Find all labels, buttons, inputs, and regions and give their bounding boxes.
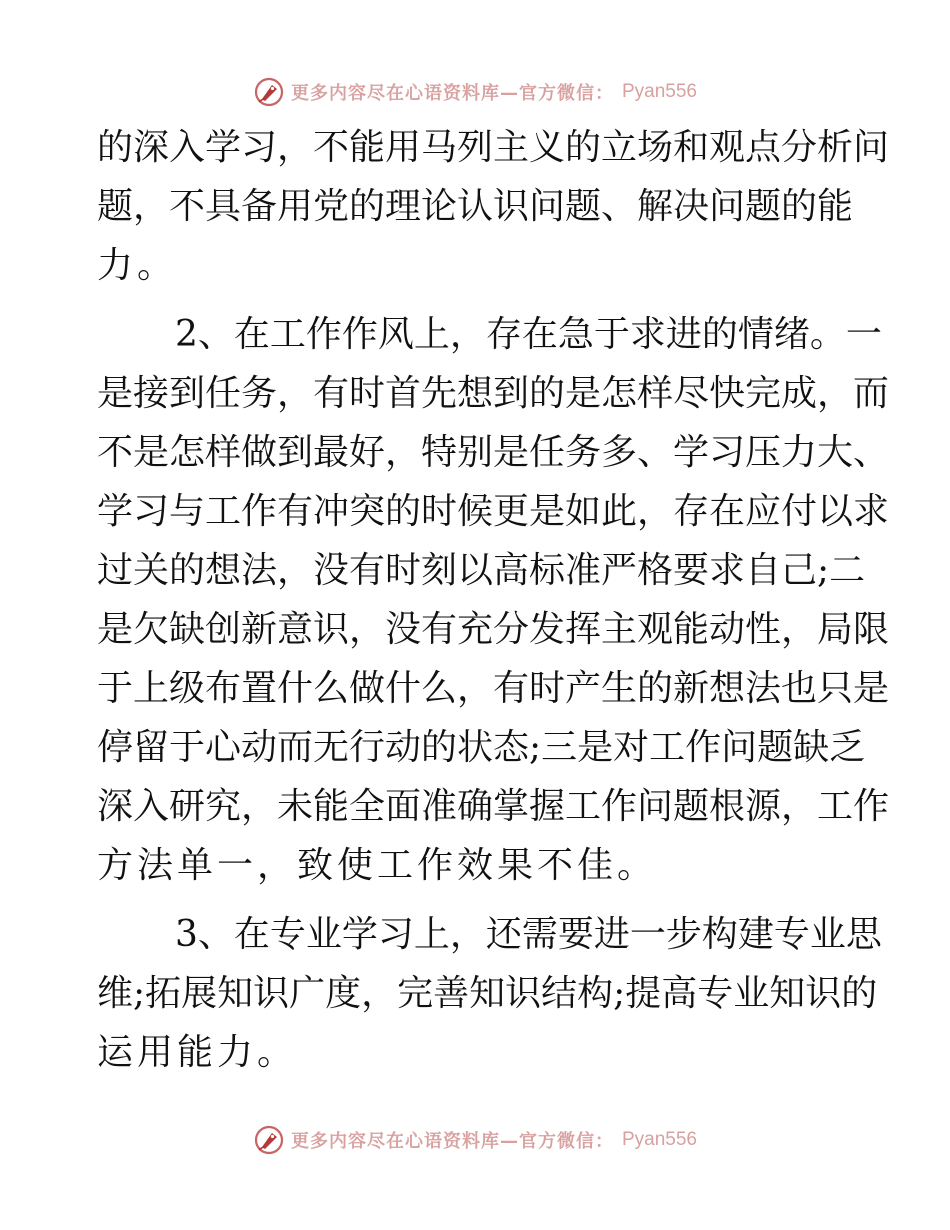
text-line: 是接到任务，有时首先想到的是怎样尽快完成，而: [97, 373, 890, 414]
watermark-id: Pyan556: [621, 1129, 697, 1150]
text-line: 运用能力。: [97, 1032, 298, 1073]
watermark-header: [0, 72, 950, 112]
pen-nib-icon: [253, 1124, 285, 1156]
text-line: 3、在专业学习上，还需要进一步构建专业思: [175, 914, 882, 955]
text-line: 学习与工作有冲突的时候更是如此，存在应付以求: [97, 491, 890, 532]
text-line: 的深入学习，不能用马列主义的立场和观点分析问: [97, 127, 890, 168]
text-line: 停留于心动而无行动的状态;三是对工作问题缺乏: [97, 727, 866, 768]
text-line: 2、在工作作风上，存在急于求进的情绪。一: [175, 314, 882, 355]
watermark-footer: [0, 1120, 950, 1160]
paragraph-2: [97, 305, 890, 895]
text-line: 维;拓展知识广度，完善知识结构;提高专业知识的: [97, 973, 878, 1014]
paragraph-3: [97, 905, 882, 1082]
text-line: 方法单一，致使工作效果不佳。: [97, 845, 658, 886]
watermark-id: Pyan556: [621, 81, 697, 102]
text-line: 于上级布置什么做什么，有时产生的新想法也只是: [97, 668, 890, 709]
paragraph-1: [97, 118, 890, 295]
watermark-text: 更多内容尽在心语资料库—官方微信：: [290, 83, 614, 104]
text-line: 不是怎样做到最好，特别是任务多、学习压力大、: [97, 432, 890, 473]
text-line: 是欠缺创新意识，没有充分发挥主观能动性，局限: [97, 609, 890, 650]
text-line: 过关的想法，没有时刻以高标准严格要求自己;二: [97, 550, 866, 591]
text-line: 题，不具备用党的理论认识问题、解决问题的能: [97, 186, 854, 227]
document-body: [97, 118, 890, 1082]
text-line: 力。: [97, 245, 178, 286]
watermark-text: 更多内容尽在心语资料库—官方微信：: [290, 1131, 614, 1152]
pen-nib-icon: [253, 76, 285, 108]
text-line: 深入研究，未能全面准确掌握工作问题根源，工作: [97, 786, 890, 827]
